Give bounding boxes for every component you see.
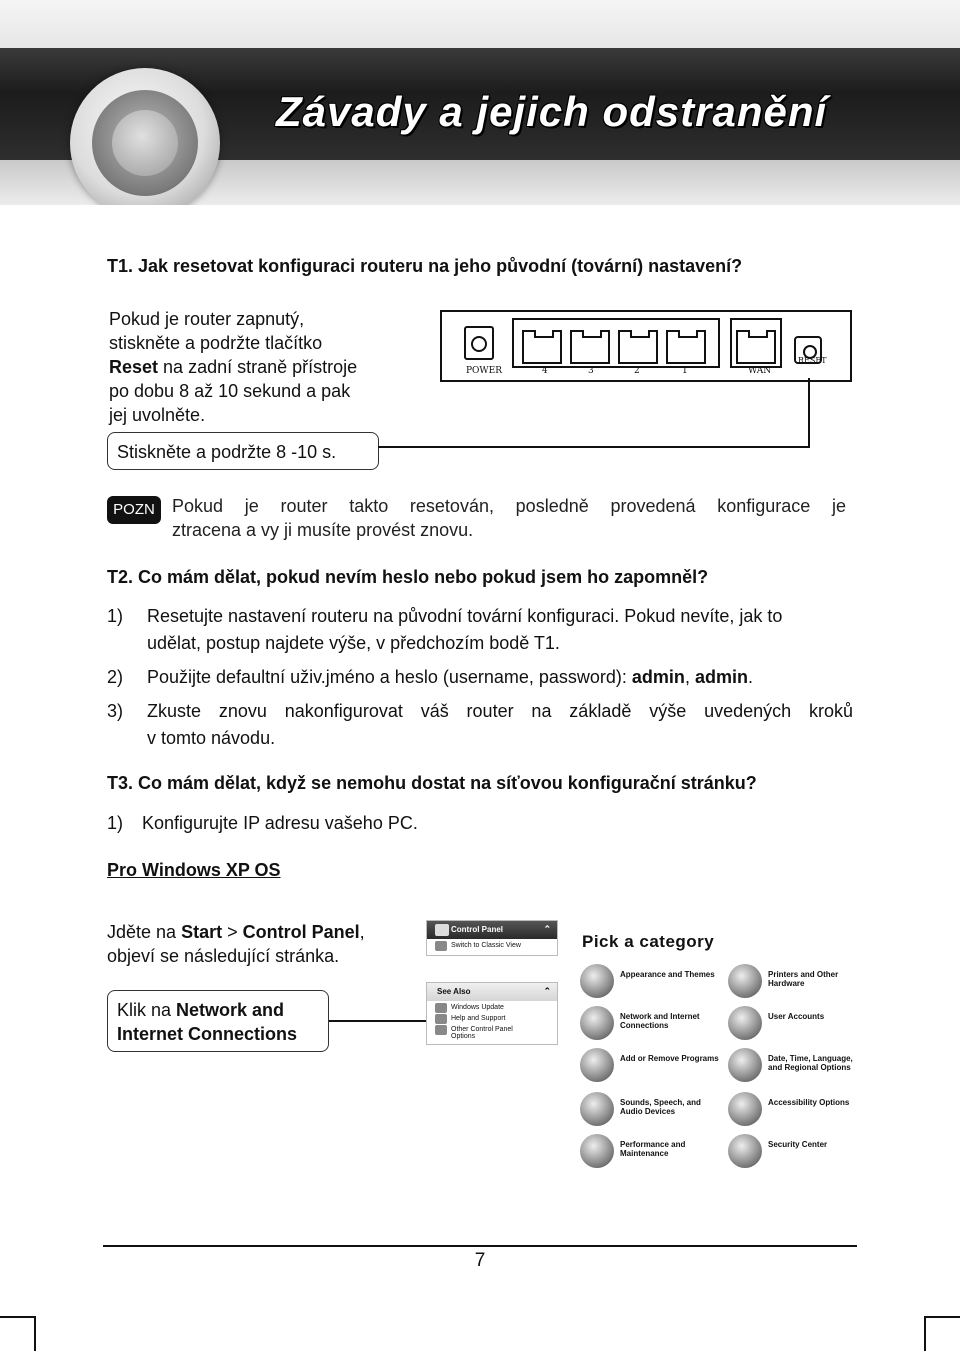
t2-item-1-line-1: Resetujte nastavení routeru na původní tovární konfiguraci. Pokud nevíte, jak to (147, 606, 783, 626)
default-username: admin (631, 667, 685, 687)
port-3-label: 3 (588, 366, 594, 376)
lan-port-4-icon (522, 330, 562, 364)
lan-port-2-icon (618, 330, 658, 364)
pick-category-title: Pick a category (582, 932, 715, 951)
shield-icon (728, 1134, 762, 1168)
help-support-link[interactable]: Help and Support (427, 1012, 557, 1023)
port-2-label: 2 (634, 366, 640, 376)
lan-port-1-icon (666, 330, 706, 364)
category-accessibility[interactable]: Accessibility Options (724, 1092, 869, 1132)
panel-title: See Also ⌃ (427, 983, 557, 1001)
switch-classic-view-link[interactable]: Switch to Classic View (427, 939, 557, 955)
t1-body-line: stiskněte a podržte tlačítko (109, 333, 323, 353)
port-4-label: 4 (542, 366, 548, 376)
t2-item-1-line-2: udělat, postup najdete výše, v předchozím bodě T1. (147, 633, 560, 653)
t2-item-3-line-1: Zkuste znovu nakonfigurovat váš router na základě výše uvedených kroků (147, 701, 853, 721)
note-badge: POZN (107, 496, 161, 524)
category-security[interactable]: Security Center (724, 1134, 869, 1174)
crop-mark (34, 1316, 36, 1351)
crop-mark (924, 1316, 926, 1351)
collapse-chevron-icon[interactable]: ⌃ (543, 924, 551, 934)
t1-question: T1. Jak resetovat konfiguraci routeru na jeho původní (tovární) nastavení? (107, 256, 743, 276)
port-1-label: 1 (682, 366, 688, 376)
reset-callout: Stiskněte a podržte 8 -10 s. (107, 432, 379, 470)
control-panel-icon (435, 924, 449, 936)
t3-question: T3. Co mám dělat, když se nemohu dostat na síťovou konfigurační stránku? (107, 773, 757, 793)
wan-port-icon (736, 330, 776, 364)
sound-icon (580, 1092, 614, 1126)
t2-item-3-line-2: v tomto návodu. (147, 728, 276, 748)
t2-question: T2. Co mám dělat, pokud nevím heslo nebo pokud jsem ho zapomněl? (107, 567, 709, 587)
t1-body-line: Reset na zadní straně přístroje (109, 357, 358, 377)
t2-item-num: 3) (107, 701, 124, 721)
category-user-accounts[interactable]: User Accounts (724, 1006, 869, 1046)
power-jack-icon (464, 326, 494, 360)
reset-label: RESET (798, 356, 827, 365)
t3-item-1: Konfigurujte IP adresu vašeho PC. (142, 813, 418, 833)
connector-line (378, 446, 810, 448)
page-title: Závady a jejich odstranění (276, 88, 828, 135)
control-panel-box (426, 920, 558, 956)
appearance-icon (580, 964, 614, 998)
printer-icon (728, 964, 762, 998)
wan-label: WAN (748, 366, 772, 376)
callout-pointer (329, 1020, 439, 1022)
lan-ports-group (512, 318, 720, 368)
cd-icon (580, 1048, 614, 1082)
power-label: POWER (466, 366, 503, 376)
t2-item-2: Použijte defaultní uživ.jméno a heslo (username, password): admin, admin. (147, 667, 753, 687)
header-disc-center (112, 110, 178, 176)
note-line-2: ztracena a vy ji musíte provést znovu. (172, 520, 474, 540)
accessibility-icon (728, 1092, 762, 1126)
click-callout: Klik na Network and Internet Connections (107, 990, 329, 1052)
goto-instruction: Jděte na Start > Control Panel, objeví se následující stránka. (107, 922, 365, 966)
collapse-chevron-icon[interactable]: ⌃ (543, 986, 551, 996)
note-line-1: Pokud je router takto resetován, posledně provedená konfigurace je (172, 496, 846, 516)
reset-word: Reset (109, 357, 159, 377)
other-options-link-line2[interactable]: Options (451, 1033, 476, 1040)
t1-body (109, 307, 357, 427)
category-sounds[interactable]: Sounds, Speech, and Audio Devices (576, 1092, 721, 1132)
panel-title: Control Panel ⌃ (427, 921, 557, 939)
router-back-panel (440, 310, 852, 382)
other-options-link[interactable]: Other Control Panel (427, 1023, 557, 1033)
t3-item-num: 1) (107, 813, 124, 833)
page-number: 7 (474, 1250, 486, 1271)
t2-item-num: 1) (107, 606, 124, 626)
footer-divider (103, 1245, 857, 1247)
t1-body-line: Pokud je router zapnutý, (109, 309, 305, 329)
category-performance[interactable]: Performance and Maintenance (576, 1134, 721, 1174)
calendar-icon (728, 1048, 762, 1082)
category-date-time[interactable]: Date, Time, Language, and Regional Options (724, 1048, 869, 1088)
t1-body-line: jej uvolněte. (109, 405, 206, 425)
category-appearance[interactable]: Appearance and Themes (576, 964, 721, 1004)
performance-icon (580, 1134, 614, 1168)
windows-update-link[interactable]: Windows Update (427, 1001, 557, 1012)
lan-port-3-icon (570, 330, 610, 364)
pick-category-panel (572, 920, 862, 1180)
t1-body-line: po dobu 8 až 10 sekund a pak (109, 381, 351, 401)
users-icon (728, 1006, 762, 1040)
t2-item-num: 2) (107, 667, 124, 687)
control-panel-sidebar (426, 920, 558, 1060)
category-add-remove[interactable]: Add or Remove Programs (576, 1048, 721, 1088)
os-subheading: Pro Windows XP OS (107, 860, 281, 880)
classic-view-icon (435, 941, 447, 951)
crop-mark (0, 1316, 36, 1318)
category-network[interactable]: Network and Internet Connections (576, 1006, 721, 1046)
page-header (0, 0, 960, 205)
connector-line (808, 378, 810, 448)
network-icon (580, 1006, 614, 1040)
see-also-box (426, 982, 558, 1045)
wan-port-group (730, 318, 782, 368)
category-printers[interactable]: Printers and Other Hardware (724, 964, 869, 1004)
default-password: admin (694, 667, 748, 687)
crop-mark (924, 1316, 960, 1318)
